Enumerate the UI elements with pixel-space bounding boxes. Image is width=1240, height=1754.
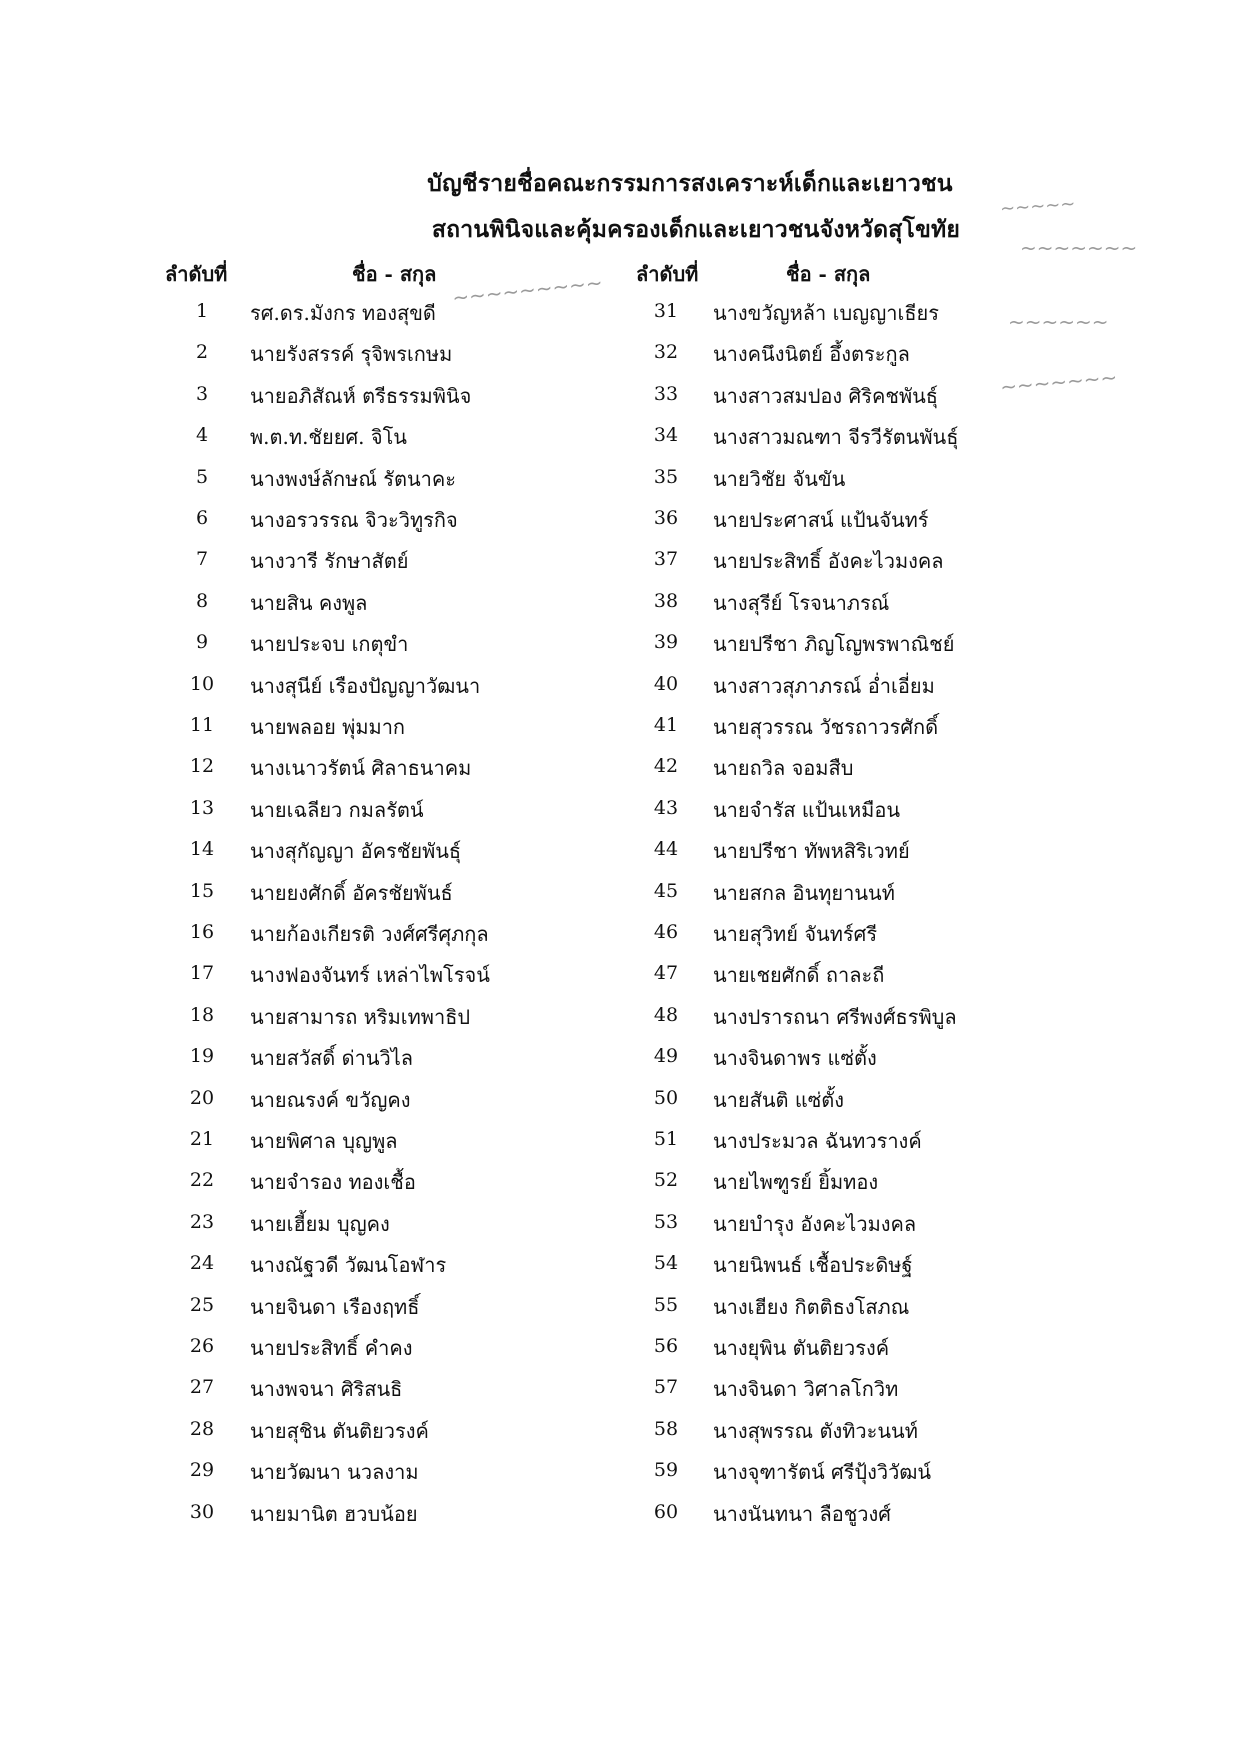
- member-no: 54: [653, 1252, 679, 1275]
- member-name: นางสุนีย์ เรืองปัญญาวัฒนา: [250, 673, 481, 698]
- handwritten-note: ~~~~~~: [1008, 310, 1109, 334]
- member-name: นางเนาวรัตน์ ศิลาธนาคม: [250, 756, 472, 781]
- member-name: นายจินดา เรืองฤทธิ์: [250, 1294, 420, 1319]
- member-name: นายสวัสดิ์ ด่านวิไล: [250, 1046, 414, 1071]
- member-name: รศ.ดร.มังกร ทองสุขดี: [250, 301, 436, 325]
- member-name: นายประจบ เกตุขำ: [250, 632, 409, 657]
- member-no: 40: [653, 672, 679, 695]
- member-no: 16: [189, 921, 215, 943]
- handwritten-note: ~~~~~: [999, 193, 1077, 220]
- member-name: นางวารี รักษาสัตย์: [250, 549, 409, 574]
- member-no: 22: [189, 1169, 215, 1192]
- member-no: 24: [189, 1252, 215, 1275]
- member-no: 31: [653, 300, 679, 322]
- member-name: นายประศาสน์ แป้นจันทร์: [713, 508, 929, 532]
- member-no: 10: [189, 672, 215, 695]
- member-no: 3: [195, 382, 209, 405]
- member-no: 58: [653, 1417, 679, 1440]
- header-no-right: ลำดับที่: [636, 262, 699, 286]
- member-no: 18: [189, 1003, 215, 1026]
- handwritten-note: ~~~~~~~~~: [451, 270, 604, 310]
- member-name: นายจำรัส แป้นเหมือน: [713, 797, 901, 822]
- member-name: นายถวิล จอมสืบ: [713, 756, 854, 781]
- member-no: 52: [653, 1169, 679, 1192]
- member-no: 20: [189, 1086, 215, 1109]
- member-no: 7: [195, 548, 209, 571]
- member-name: นางเฮียง กิตติธงโสภณ: [713, 1294, 910, 1319]
- member-no: 57: [653, 1376, 679, 1399]
- member-name: นายปรีชา ทัพหสิริเวทย์: [713, 839, 910, 864]
- member-no: 2: [195, 341, 209, 364]
- member-no: 38: [653, 589, 679, 612]
- member-name: นายสุวิทย์ จันทร์ศรี: [713, 922, 878, 946]
- document-title: บัญชีรายชื่อคณะกรรมการสงเคราะห์เด็กและเยาวชน: [427, 170, 953, 197]
- member-no: 28: [189, 1417, 215, 1440]
- member-name: นางณัฐวดี วัฒนโอฬาร: [250, 1253, 447, 1278]
- member-no: 60: [653, 1500, 679, 1523]
- member-name: นางพจนา ศิริสนธิ: [250, 1377, 403, 1402]
- member-no: 56: [653, 1335, 679, 1357]
- member-name: นายวัฒนา นวลงาม: [250, 1460, 419, 1485]
- member-no: 17: [189, 962, 215, 985]
- member-no: 21: [189, 1128, 215, 1150]
- member-name: นายพลอย พุ่มมาก: [250, 715, 406, 739]
- header-name-left: ชื่อ - สกุล: [352, 262, 437, 286]
- member-no: 53: [653, 1210, 679, 1233]
- member-name: นายสุวรรณ วัชรถาวรศักดิ์: [713, 715, 939, 739]
- member-name: นางสุกัญญา อัครชัยพันธุ์: [250, 839, 462, 864]
- member-no: 41: [653, 714, 679, 736]
- member-name: นายบำรุง อังคะไวมงคล: [713, 1211, 917, 1236]
- member-name: นายประสิทธิ์ คำคง: [250, 1336, 413, 1360]
- member-name: นางสุพรรณ ตังทิวะนนท์: [713, 1418, 918, 1443]
- member-no: 14: [189, 838, 215, 861]
- member-no: 47: [653, 962, 679, 985]
- member-no: 49: [653, 1045, 679, 1068]
- member-name: นายรังสรรค์ รุจิพรเกษม: [250, 342, 453, 367]
- member-name: นายเฮี้ยม บุญคง: [250, 1211, 390, 1236]
- member-name: นายเชยศักดิ์ ถาละถี: [713, 963, 885, 988]
- member-name: นายประสิทธิ์ อังคะไวมงคล: [713, 549, 944, 574]
- member-no: 37: [653, 548, 679, 571]
- member-no: 59: [653, 1459, 679, 1482]
- member-name: นายอภิสัณห์ ตรีธรรมพินิจ: [250, 383, 472, 408]
- member-no: 35: [653, 465, 679, 488]
- member-name: นายปรีชา ภิญโญพรพาณิชย์: [713, 632, 955, 657]
- member-name: นางอรวรรณ จิวะวิทูรกิจ: [250, 508, 458, 532]
- member-name: นางขวัญหล้า เบญญาเธียร: [713, 301, 939, 325]
- member-no: 1: [195, 300, 209, 322]
- member-name: นายมานิต ฮวบน้อย: [250, 1501, 418, 1526]
- member-name: นายจำรอง ทองเชื้อ: [250, 1170, 416, 1195]
- member-name: นายสามารถ หริมเทพาธิป: [250, 1004, 471, 1029]
- member-no: 8: [195, 589, 209, 612]
- member-name: นางสาวสมปอง ศิริคชพันธุ์: [713, 383, 939, 408]
- member-no: 30: [189, 1500, 215, 1523]
- document-subtitle: สถานพินิจและคุ้มครองเด็กและเยาวชนจังหวัดสุโขทัย: [431, 216, 961, 243]
- member-name: นายพิศาล บุญพูล: [250, 1129, 398, 1153]
- member-name: นายสกล อินทุยานนท์: [713, 880, 895, 905]
- member-no: 27: [189, 1376, 215, 1399]
- member-no: 32: [653, 341, 679, 364]
- member-no: 4: [195, 424, 209, 447]
- member-no: 12: [189, 755, 215, 778]
- member-no: 19: [189, 1045, 215, 1068]
- member-no: 39: [653, 631, 679, 654]
- member-name: นางจุฑารัตน์ ศรีปุ้งวิวัฒน์: [713, 1460, 932, 1485]
- member-name: นายสุชิน ตันติยวรงค์: [250, 1418, 429, 1443]
- header-no-left: ลำดับที่: [165, 262, 228, 286]
- member-name: นางยุพิน ตันติยวรงค์: [713, 1336, 890, 1360]
- member-no: 44: [653, 838, 679, 861]
- member-name: นางสาวสุภาภรณ์ อ่ำเอี่ยม: [713, 673, 935, 698]
- member-no: 45: [653, 879, 679, 902]
- member-no: 26: [189, 1335, 215, 1357]
- member-name: นางฟองจันทร์ เหล่าไพโรจน์: [250, 963, 490, 988]
- member-name: นายสิน คงพูล: [250, 590, 368, 615]
- member-no: 42: [653, 755, 679, 778]
- member-name: นายณรงค์ ขวัญคง: [250, 1087, 411, 1112]
- member-no: 15: [189, 879, 215, 902]
- member-name: นางนันทนา ลือชูวงศ์: [713, 1501, 891, 1526]
- member-name: นายไพฑูรย์ ยิ้มทอง: [713, 1170, 879, 1195]
- member-name: นางพงษ์ลักษณ์ รัตนาคะ: [250, 466, 457, 491]
- member-name: นายยงศักดิ์ อัครชัยพันธ์: [250, 880, 453, 905]
- member-name: นางคนึงนิตย์ อึ้งตระกูล: [713, 342, 910, 367]
- member-no: 48: [653, 1003, 679, 1026]
- member-name: นางสุรีย์ โรจนาภรณ์: [713, 590, 890, 615]
- member-no: 25: [189, 1293, 215, 1316]
- member-no: 36: [653, 507, 679, 529]
- member-no: 50: [653, 1086, 679, 1109]
- member-no: 23: [189, 1210, 215, 1233]
- member-name: นางจินดา วิศาลโกวิท: [713, 1377, 899, 1402]
- handwritten-note: ~~~~~~~: [1020, 236, 1138, 260]
- member-no: 43: [653, 796, 679, 819]
- member-name: นางปรารถนา ศรีพงศ์ธรพิบูล: [713, 1004, 957, 1029]
- member-name: นายสันติ แซ่ตั้ง: [713, 1087, 845, 1112]
- member-no: 51: [653, 1128, 679, 1150]
- member-name: นางสาวมณฑา จีรวีรัตนพันธุ์: [713, 425, 959, 450]
- member-name: นางจินดาพร แซ่ตั้ง: [713, 1046, 877, 1071]
- member-no: 11: [189, 714, 215, 736]
- member-no: 6: [195, 507, 209, 529]
- member-no: 5: [195, 465, 209, 488]
- member-no: 9: [195, 631, 209, 654]
- member-name: นายเฉลียว กมลรัตน์: [250, 797, 424, 822]
- member-name: นายนิพนธ์ เชื้อประดิษฐ์: [713, 1253, 913, 1278]
- header-name-right: ชื่อ - สกุล: [786, 262, 871, 286]
- member-no: 34: [653, 424, 679, 447]
- member-name: นายก้องเกียรติ วงศ์ศรีศุภกุล: [250, 922, 489, 946]
- member-name: นายวิชัย จันขัน: [713, 466, 846, 491]
- member-name: พ.ต.ท.ชัยยศ. จิโน: [250, 425, 407, 450]
- member-no: 13: [189, 796, 215, 819]
- member-no: 33: [653, 382, 679, 405]
- member-no: 29: [189, 1459, 215, 1482]
- member-no: 46: [653, 921, 679, 943]
- member-no: 55: [653, 1293, 679, 1316]
- member-name: นางประมวล ฉันทวรางค์: [713, 1129, 922, 1153]
- handwritten-note: ~~~~~~~: [999, 364, 1119, 400]
